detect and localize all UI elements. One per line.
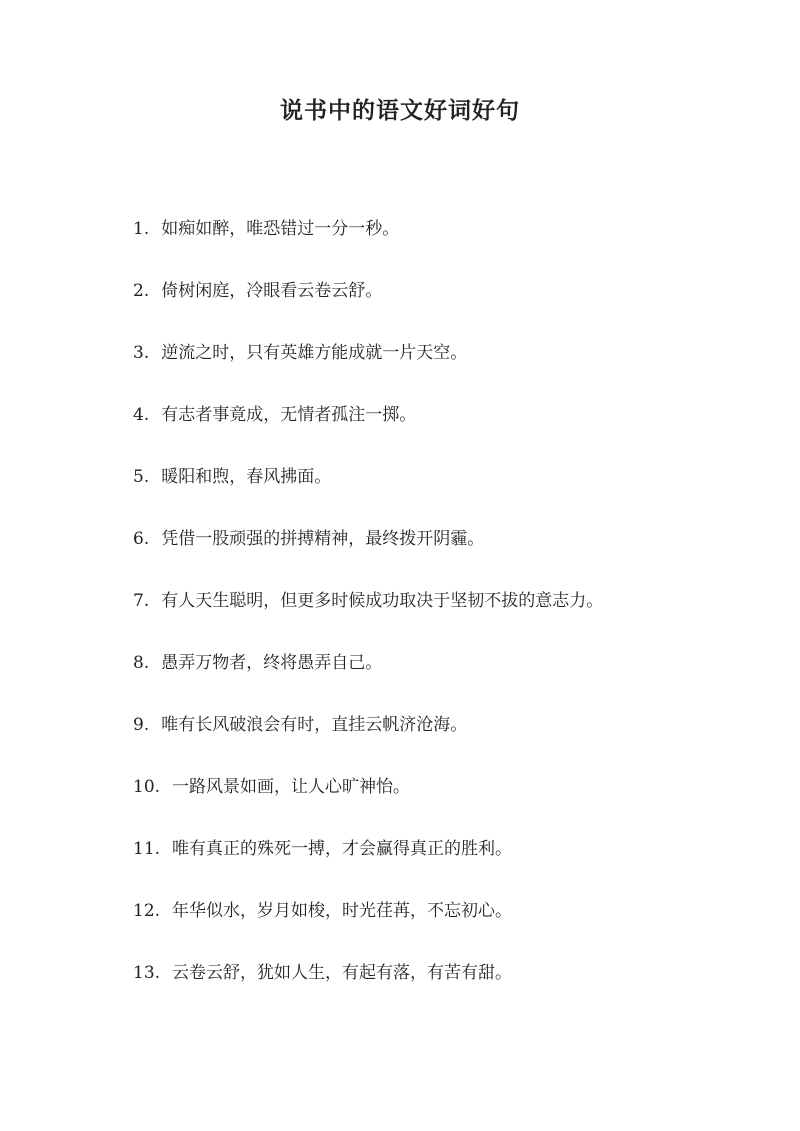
item-text: 有志者事竟成，无情者孤注一掷。 bbox=[161, 405, 417, 425]
item-number: 1. bbox=[133, 219, 150, 239]
item-text: 逆流之时，只有英雄方能成就一片天空。 bbox=[161, 343, 468, 363]
item-number: 11. bbox=[133, 839, 161, 859]
list-item bbox=[133, 400, 753, 462]
list-item bbox=[133, 772, 753, 834]
list-item bbox=[133, 648, 753, 710]
list-item bbox=[133, 586, 753, 648]
list-item bbox=[133, 524, 753, 586]
item-text: 凭借一股顽强的拼搏精神，最终拨开阴霾。 bbox=[161, 529, 485, 549]
item-text: 唯有长风破浪会有时，直挂云帆济沧海。 bbox=[161, 715, 468, 735]
list-item bbox=[133, 958, 753, 1020]
list-item bbox=[133, 462, 753, 524]
item-number: 2. bbox=[133, 281, 150, 301]
item-number: 3. bbox=[133, 343, 150, 363]
item-number: 4. bbox=[133, 405, 150, 425]
list-item bbox=[133, 710, 753, 772]
item-text: 暖阳和煦，春风拂面。 bbox=[161, 467, 332, 487]
item-text: 倚树闲庭，冷眼看云卷云舒。 bbox=[161, 281, 383, 301]
item-number: 8. bbox=[133, 653, 150, 673]
item-number: 9. bbox=[133, 715, 150, 735]
list-item bbox=[133, 338, 753, 400]
list-item bbox=[133, 896, 753, 958]
list-item bbox=[133, 276, 753, 338]
item-number: 12. bbox=[133, 901, 161, 921]
item-text: 如痴如醉，唯恐错过一分一秒。 bbox=[161, 219, 400, 239]
list-item bbox=[133, 214, 753, 276]
sentence-list bbox=[133, 214, 753, 1020]
item-text: 有人天生聪明，但更多时候成功取决于坚韧不拔的意志力。 bbox=[161, 591, 604, 611]
item-number: 10. bbox=[133, 777, 161, 797]
item-text: 一路风景如画，让人心旷神怡。 bbox=[172, 777, 411, 797]
item-number: 5. bbox=[133, 467, 150, 487]
item-number: 6. bbox=[133, 529, 150, 549]
item-number: 13. bbox=[133, 963, 161, 983]
item-text: 唯有真正的殊死一搏，才会赢得真正的胜利。 bbox=[172, 839, 513, 859]
page-title: 说书中的语文好词好句 bbox=[280, 97, 520, 124]
list-item bbox=[133, 834, 753, 896]
item-text: 愚弄万物者，终将愚弄自己。 bbox=[161, 653, 383, 673]
item-text: 年华似水，岁月如梭，时光荏苒，不忘初心。 bbox=[172, 901, 513, 921]
item-number: 7. bbox=[133, 591, 150, 611]
item-text: 云卷云舒，犹如人生，有起有落，有苦有甜。 bbox=[172, 963, 513, 983]
